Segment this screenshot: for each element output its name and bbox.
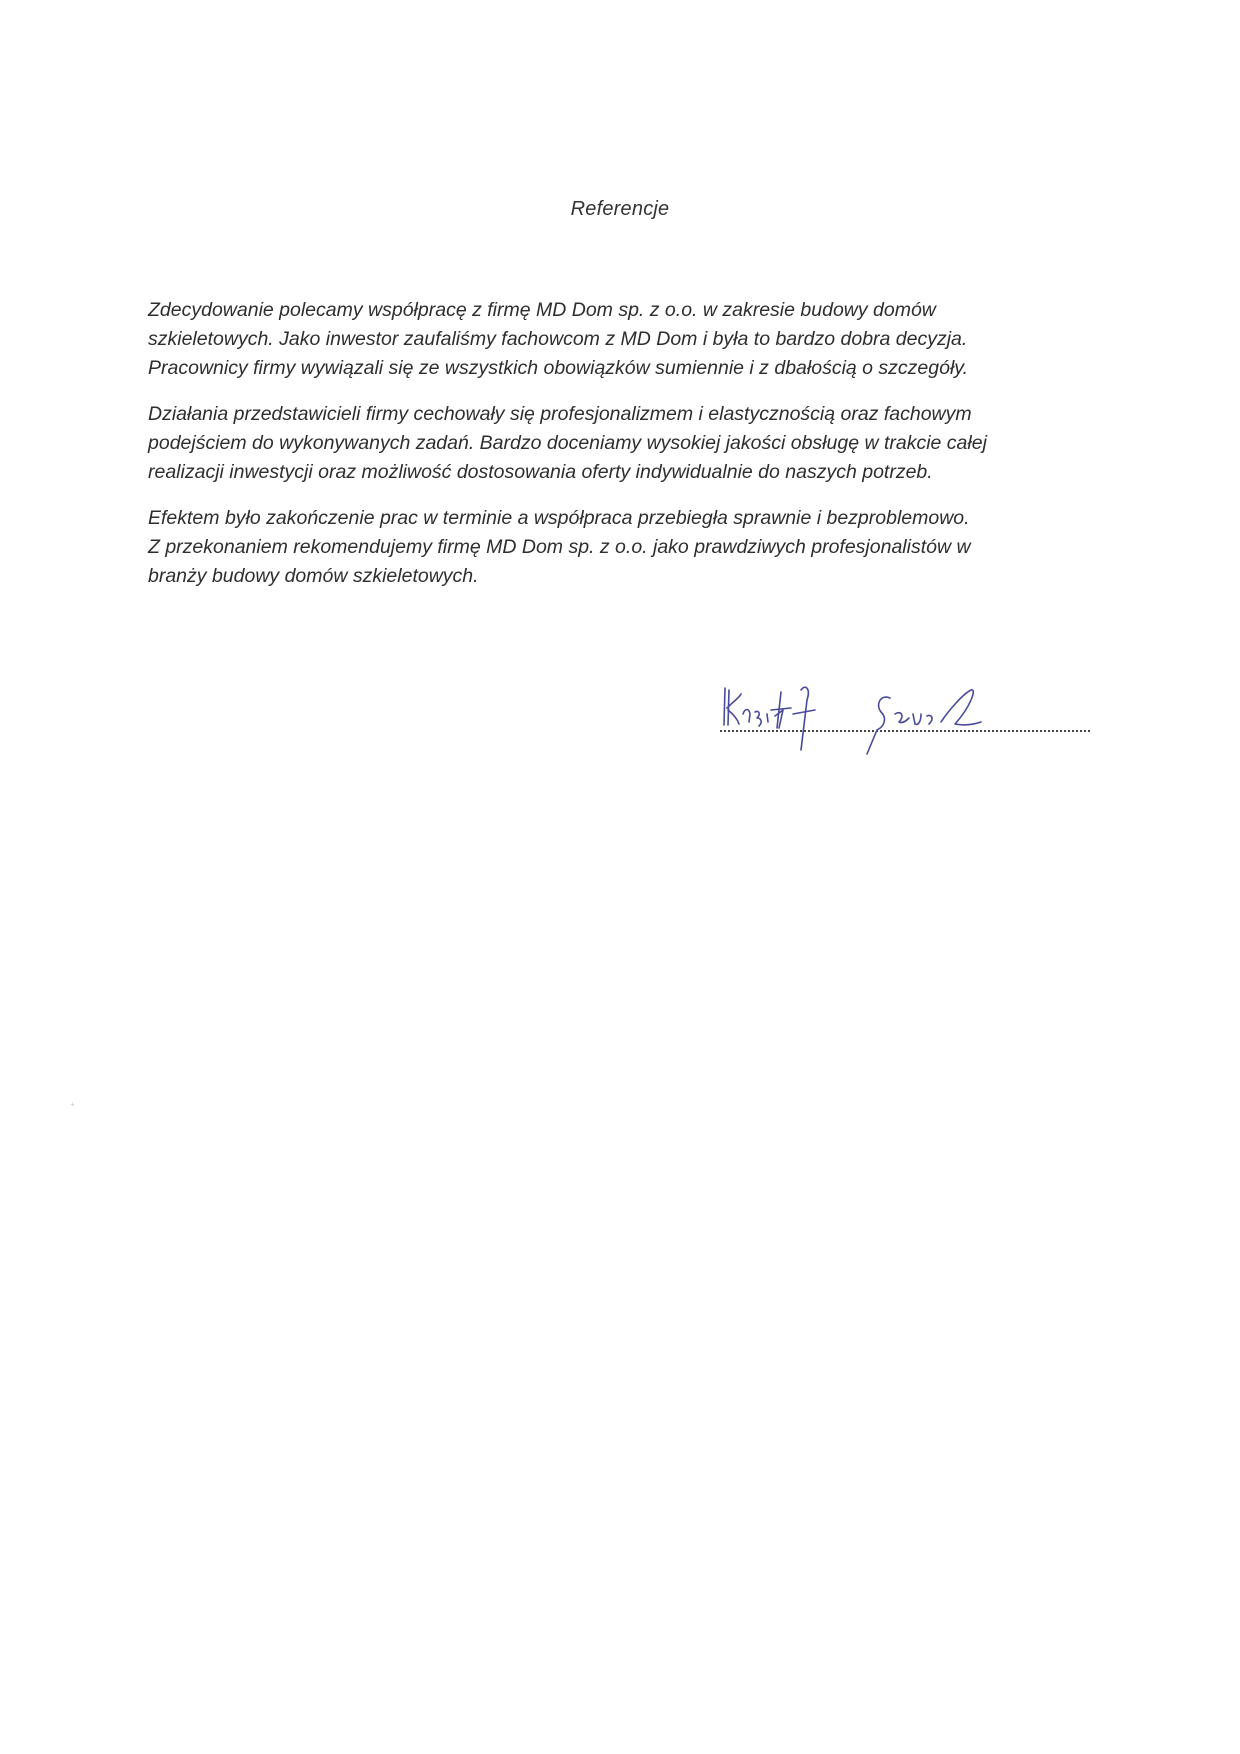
- paragraph-line: Pracownicy firmy wywiązali się ze wszystkich obowiązków sumiennie i z dbałością o szczegóły.: [148, 357, 969, 379]
- handwritten-signature: [715, 670, 1015, 760]
- paragraph-line: Działania przedstawicieli firmy cechowały się profesjonalizmem i elastycznością oraz fachowym: [148, 403, 972, 425]
- paragraph-line: szkieletowych. Jako inwestor zaufaliśmy fachowcom z MD Dom i była to bardzo dobra decyzja.: [148, 328, 968, 350]
- paragraph-1: [148, 296, 1068, 383]
- document-body: [148, 296, 1068, 608]
- paragraph-2: [148, 400, 1068, 487]
- paragraph-line: Z przekonaniem rekomendujemy firmę MD Dom sp. z o.o. jako prawdziwych profesjonalistów w: [148, 536, 971, 558]
- paragraph-line: Efektem było zakończenie prac w terminie a współpraca przebiegła sprawnie i bezproblemowo.: [148, 507, 970, 529]
- paragraph-line: podejściem do wykonywanych zadań. Bardzo doceniamy wysokiej jakości obsługę w trakcie całej: [148, 432, 987, 454]
- paragraph-3: [148, 504, 1068, 591]
- paragraph-line: branży budowy domów szkieletowych.: [148, 565, 479, 587]
- scan-artifact: +: [70, 1100, 75, 1109]
- signature-block: [715, 670, 1095, 760]
- document-title: Referencje: [570, 198, 670, 220]
- paragraph-line: realizacji inwestycji oraz możliwość dostosowania oferty indywidualnie do naszych potrzeb.: [148, 461, 933, 483]
- paragraph-line: Zdecydowanie polecamy współpracę z firmę MD Dom sp. z o.o. w zakresie budowy domów: [148, 299, 936, 321]
